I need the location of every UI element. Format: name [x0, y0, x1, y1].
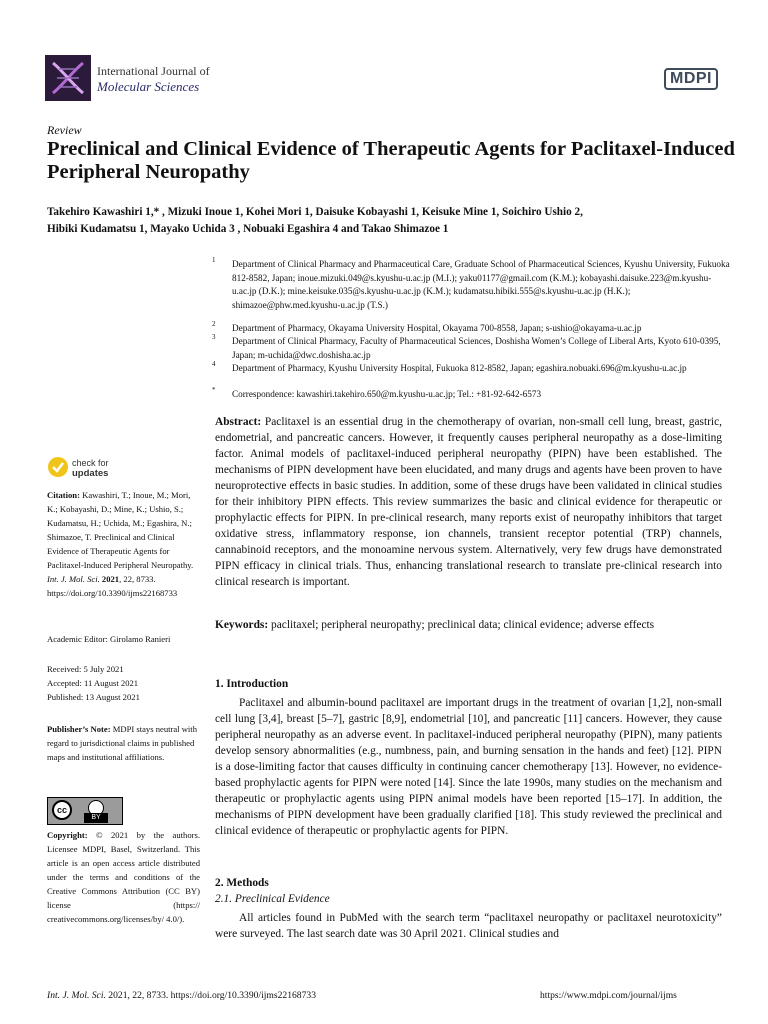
- section-heading-methods: 2. Methods: [215, 877, 269, 889]
- correspondence: * Correspondence: kawashiri.takehiro.650@m.kyushu-u.ac.jp; Tel.: +81-92-642-6573: [212, 386, 542, 399]
- cc-by-license-icon[interactable]: cc BY: [47, 797, 123, 825]
- published-date: Published: 13 August 2021: [47, 692, 140, 702]
- footer-citation: Int. J. Mol. Sci. 2021, 22, 8733. https://doi.org/10.3390/ijms22168733: [47, 990, 316, 1001]
- keywords-label: Keywords:: [215, 619, 269, 631]
- received-date: Received: 5 July 2021: [47, 664, 124, 674]
- authors-line-1: Takehiro Kawashiri 1,* , Mizuki Inoue 1, Kohei Mori 1, Daisuke Kobayashi 1, Keisuke Mine 1, Soichiro Ushio 2,: [47, 206, 583, 218]
- footer-journal-url[interactable]: https://www.mdpi.com/journal/ijms: [540, 990, 677, 1001]
- article-title: Preclinical and Clinical Evidence of Therapeutic Agents for Paclitaxel-Induced Peripheral Neuropathy: [47, 138, 735, 183]
- publisher-note: Publisher’s Note: MDPI stays neutral with regard to jurisdictional claims in published maps and institutional affiliations.: [47, 724, 197, 762]
- affiliation-1: 1 Department of Clinical Pharmacy and Pharmaceutical Care, Graduate School of Pharmaceutical Sciences, Kyushu University, Fukuoka 812-8582, Japan; inoue.mizuki.049@s.kyushu-u.ac.jp (M.I.); yaku01177@gmail.com (K.M.); kobayashi.daisuke.223@m.kyushu-u.ac.jp (D.K.); mine.keisuke.035@s.kyushu-u.ac.jp (K.M.); kudamatsu.hibiki.555@s.kyushu-u.ac.jp (H.K.); shimazoe@phw.med.kyushu-u.ac.jp (T.S.): [212, 256, 730, 310]
- updates-text[interactable]: updates: [72, 468, 109, 479]
- abstract: [215, 414, 722, 590]
- introduction-paragraph: Paclitaxel and albumin-bound paclitaxel are important drugs in the treatment of ovarian [1,2], non-small cell lung [3,4], breast [5–7], gastric [8,9], endometrial [10], and pancreatic [11] cancers. However, they cause peripheral neuropathy as an adverse event. In paclitaxel-induced peripheral neuropathy (PIPN), many patients develop sensory abnormalities (e.g., numbness, pain, and burning sensation in the hands and feet) [12]. PIPN is a dose-limiting factor that causes difficulty in continuing cancer chemotherapy [13]. However, no evidence-based prophylactic agents for PIPN were noted [14]. Since the late 1990s, many studies on the mechanism and therapeutic or prophylactic agents using PIPN animal models have been reported [15–17]. In addition, the mechanisms of PIPN development have been gradually clarified [18]. This study reviewed the preclinical and clinical evidence of therapeutic or prophylactic agents for PIPN.: [215, 697, 722, 837]
- journal-name-line1: International Journal of: [97, 64, 210, 78]
- journal-name-line2: Molecular Sciences: [97, 79, 200, 94]
- citation-block: Citation: Kawashiri, T.; Inoue, M.; Mori, K.; Kobayashi, D.; Mine, K.; Ushio, S.; Kudamatsu, H.; Uchida, M.; Egashira, N.; Shimazoe, T. Preclinical and Clinical Evidence of Therapeutic Agents for Paclitaxel-Induced Peripheral Neuropathy. Int. J. Mol. Sci. 2021, 22, 8733. https://doi.org/10.3390/ijms22168733: [47, 490, 194, 598]
- author-list: [47, 204, 737, 238]
- accepted-date: Accepted: 11 August 2021: [47, 678, 139, 688]
- academic-editor: Academic Editor: Girolamo Ranieri: [47, 634, 171, 644]
- publisher-logo[interactable]: MDPI: [664, 68, 718, 90]
- check-for-text[interactable]: check for: [72, 458, 109, 468]
- affiliation-2: 2 Department of Pharmacy, Okayama University Hospital, Okayama 700-8558, Japan; s-ushio@okayama-u.ac.jp: [212, 320, 642, 333]
- copyright-block: Copyright: © 2021 by the authors. Licensee MDPI, Basel, Switzerland. This article is an open access article distributed under the terms and conditions of the Creative Commons Attribution (CC BY) license (https:// creativecommons.org/licenses/by/ 4.0/).: [47, 830, 200, 924]
- abstract-text: Paclitaxel is an essential drug in the chemotherapy of ovarian, non-small cell lung, breast, gastric, endometrial, and pancreatic cancers. However, it frequently causes peripheral neuropathy as a dose-limiting factor. Animal models of paclitaxel-induced peripheral neuropathy (PIPN) have been established. The mechanisms of PIPN development have been elucidated, and many drugs and agents have been proven to have neuroprotective effects in basic studies. In addition, some of these drugs have been validated in clinical studies for their inhibitory PIPN effects. This review summarizes the basic and clinical evidence for therapeutic or prophylactic effects for PIPN. In pre-clinical research, many reports exist of neuropathy inhibitors that target oxidative stress, inflammatory response, ion channels, transient receptor potential (TRP) channels, cannabinoid receptors, and the monoamine nervous system. Alternatively, very few drugs have demonstrated PIPN efficacy in clinical trials. Thus, enhancing translational research to translate pre-clinical research into clinical research is important.: [215, 416, 722, 588]
- article-type: Review: [47, 123, 82, 137]
- methods-paragraph: All articles found in PubMed with the search term “paclitaxel neuropathy or paclitaxel neurotoxicity” were surveyed. The last search date was 30 April 2021. Clinical studies and: [215, 912, 722, 940]
- check-for-updates-icon[interactable]: [47, 456, 69, 478]
- keywords-text: paclitaxel; peripheral neuropathy; preclinical data; clinical evidence; adverse effects: [271, 619, 655, 631]
- affiliation-3: 3 Department of Clinical Pharmacy, Faculty of Pharmaceutical Sciences, Doshisha Women’s College of Liberal Arts, Kyoto 610-0395, Japan; m-uchida@dwc.doshisha.ac.jp: [212, 333, 721, 360]
- subsection-heading-preclinical: 2.1. Preclinical Evidence: [215, 893, 330, 905]
- authors-line-2: Hibiki Kudamatsu 1, Mayako Uchida 3 , Nobuaki Egashira 4 and Takao Shimazoe 1: [47, 223, 449, 235]
- keywords: [215, 617, 722, 633]
- section-heading-introduction: 1. Introduction: [215, 678, 289, 690]
- journal-logo: [45, 55, 91, 101]
- affiliation-4: 4 Department of Pharmacy, Kyushu University Hospital, Fukuoka 812-8582, Japan; egashira.nobuaki.696@m.kyushu-u.ac.jp: [212, 360, 687, 373]
- abstract-label: Abstract:: [215, 416, 262, 428]
